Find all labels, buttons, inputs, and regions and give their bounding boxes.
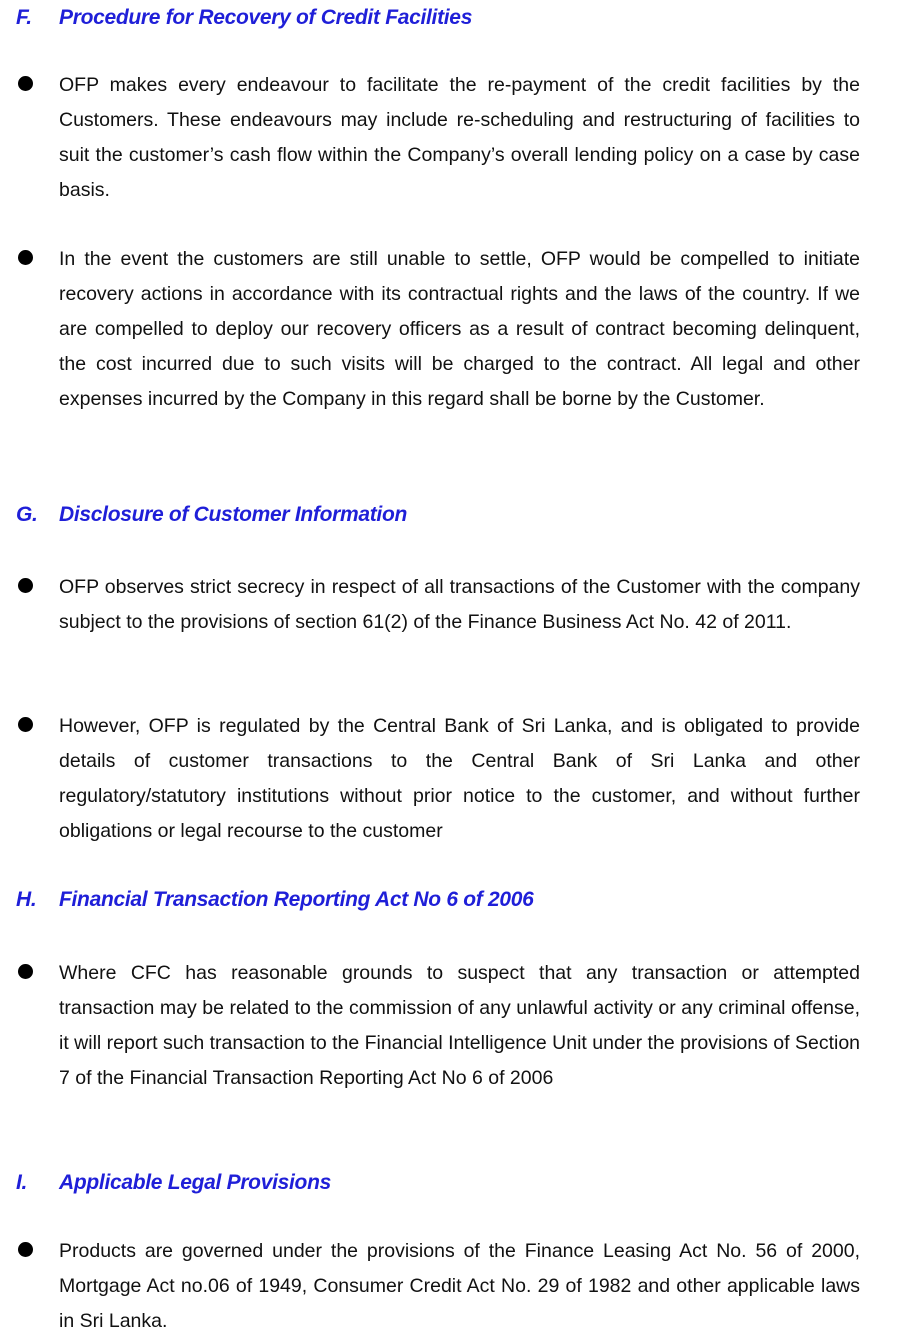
bullet-item-f-2 xyxy=(18,242,860,417)
section-title-i: Applicable Legal Provisions xyxy=(59,1171,331,1194)
bullet-dot-icon xyxy=(18,76,33,91)
bullet-dot-icon xyxy=(18,964,33,979)
bullet-text-i-1: Products are governed under the provisions of the Finance Leasing Act No. 56 of 2000, Mortgage Act no.06 of 1949, Consumer Credit Act No. 29 of 1982 and other applicable laws in Sri Lanka. xyxy=(59,1240,860,1332)
section-title-h: Financial Transaction Reporting Act No 6 of 2006 xyxy=(59,888,534,911)
bullet-dot-icon xyxy=(18,1242,33,1257)
bullet-item-g-2 xyxy=(18,709,860,849)
section-title-g: Disclosure of Customer Information xyxy=(59,503,408,526)
bullet-item-f-1 xyxy=(18,68,860,208)
bullet-text-f-1: OFP makes every endeavour to facilitate the re-payment of the credit facilities by the Customers. These endeavours may include re-scheduling and restructuring of facilities to suit the customer’s cash flow within the Company’s overall lending policy on a case by case basis. xyxy=(59,74,860,201)
bullet-item-i-1 xyxy=(18,1234,860,1339)
section-letter-g: G. xyxy=(16,503,38,526)
section-title-f: Procedure for Recovery of Credit Facilities xyxy=(59,6,473,29)
bullet-text-g-2: However, OFP is regulated by the Central Bank of Sri Lanka, and is obligated to provide details of customer transactions to the Central Bank of Sri Lanka and other regulatory/statutory institutions without prior notice to the customer, and without further obligations or legal recourse to the customer xyxy=(59,715,860,842)
section-heading-i xyxy=(16,1167,331,1199)
bullet-dot-icon xyxy=(18,578,33,593)
bullet-item-h-1 xyxy=(18,956,860,1096)
bullet-item-g-1 xyxy=(18,570,860,640)
section-heading-g xyxy=(16,499,407,531)
bullet-text-g-1: OFP observes strict secrecy in respect of all transactions of the Customer with the company subject to the provisions of section 61(2) of the Finance Business Act No. 42 of 2011. xyxy=(59,576,860,633)
section-letter-i: I. xyxy=(16,1171,28,1194)
bullet-dot-icon xyxy=(18,717,33,732)
bullet-text-f-2: In the event the customers are still unable to settle, OFP would be compelled to initiate recovery actions in accordance with its contractual rights and the laws of the country. If we are compelled to deploy our recovery officers as a result of contract becoming delinquent, the cost incurred due to such visits will be charged to the contract. All legal and other expenses incurred by the Company in this regard shall be borne by the Customer. xyxy=(59,248,860,410)
section-letter-h: H. xyxy=(16,888,37,911)
bullet-text-h-1: Where CFC has reasonable grounds to suspect that any transaction or attempted transaction may be related to the commission of any unlawful activity or any criminal offense, it will report such transaction to the Financial Intelligence Unit under the provisions of Section 7 of the Financial Transaction Reporting Act No 6 of 2006 xyxy=(59,962,861,1089)
bullet-dot-icon xyxy=(18,250,33,265)
section-heading-f xyxy=(16,2,472,34)
section-heading-h xyxy=(16,884,534,916)
section-letter-f: F. xyxy=(16,6,32,29)
